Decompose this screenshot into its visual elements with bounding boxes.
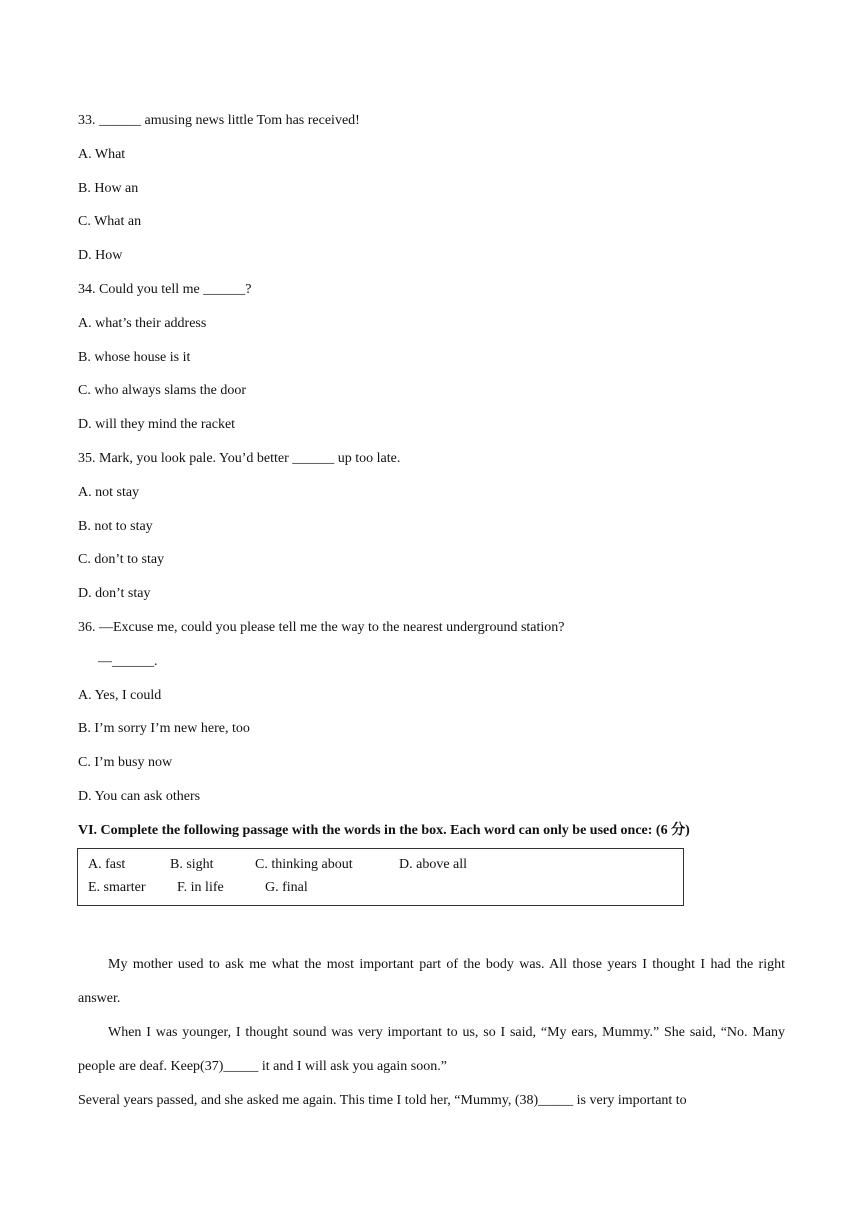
reading-passage <box>78 948 785 1118</box>
option-c: C. What an <box>78 214 142 230</box>
question-stem: 34. Could you tell me ______? <box>78 281 252 297</box>
option-a: A. not stay <box>78 484 140 500</box>
option-c: C. don’t to stay <box>78 552 165 568</box>
questions-block <box>78 104 798 848</box>
question-stem: 35. Mark, you look pale. You’d better ______ up too late. <box>78 450 401 466</box>
passage-paragraph: My mother used to ask me what the most important part of the body was. All those years I thought I had the right answer. <box>78 957 785 1006</box>
section-title: VI. Complete the following passage with the words in the box. Each word can only be used once: (6 分) <box>78 822 690 838</box>
option-b: B. I’m sorry I’m new here, too <box>78 721 250 737</box>
option-c: C. I’m busy now <box>78 755 173 771</box>
word-option: F. in life <box>177 880 224 895</box>
option-d: D. will they mind the racket <box>78 417 236 433</box>
passage-paragraph: Several years passed, and she asked me again. This time I told her, “Mummy, (38)_____ is very important to <box>78 1093 687 1108</box>
word-option: A. fast <box>88 857 126 872</box>
option-b: B. not to stay <box>78 518 153 534</box>
option-d: D. You can ask others <box>78 788 201 804</box>
question-stem: 36. —Excuse me, could you please tell me the way to the nearest underground station? <box>78 619 565 635</box>
option-b: B. whose house is it <box>78 349 191 365</box>
word-option: C. thinking about <box>255 857 353 872</box>
option-a: A. What <box>78 146 126 162</box>
word-option: D. above all <box>399 857 468 872</box>
passage-paragraph: When I was younger, I thought sound was very important to us, so I said, “My ears, Mummy.” She said, “No. Many people are deaf. Keep(37)_____ it and I will ask you again soon.” <box>78 1025 785 1074</box>
word-option: B. sight <box>170 857 214 872</box>
option-a: A. Yes, I could <box>78 687 162 703</box>
word-option: G. final <box>265 880 308 895</box>
question-stem: 33. ______ amusing news little Tom has received! <box>78 113 360 128</box>
word-option: E. smarter <box>88 880 146 895</box>
option-b: B. How an <box>78 180 139 196</box>
option-d: D. don’t stay <box>78 586 151 602</box>
option-c: C. who always slams the door <box>78 383 246 399</box>
option-d: D. How <box>78 248 123 264</box>
dialogue-response: —______. <box>98 653 158 669</box>
word-box <box>77 848 684 906</box>
option-a: A. what’s their address <box>78 315 207 331</box>
